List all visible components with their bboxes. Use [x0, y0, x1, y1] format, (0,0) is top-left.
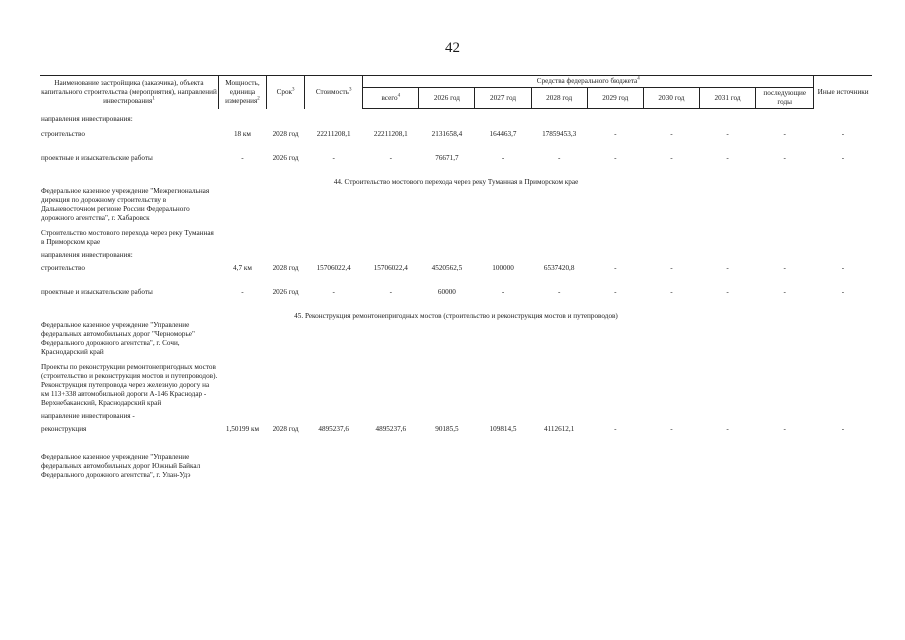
- organization-row: Федеральное казенное учреждение "Управление федеральных автомобильных дорог Южный Байкал Федерального дорожного агентства", г. Улан-Удэ: [41, 453, 201, 479]
- header-other-sources: Иные источники: [814, 76, 872, 109]
- header-2028: 2028 год: [531, 88, 587, 109]
- header-cost: Стоимость$^3$: [305, 76, 363, 109]
- header-following-years: последующие годы: [756, 88, 814, 109]
- organization-row: Федеральное казенное учреждение "Управление федеральных автомобильных дорог "Черноморье" Федерального дорожного агентства", г. Сочи, Краснодарский край: [41, 321, 195, 356]
- header-2029: 2029 год: [587, 88, 643, 109]
- header-federal-budget: Средства федерального бюджета$^4$: [363, 76, 814, 88]
- header-2027: 2027 год: [475, 88, 531, 109]
- budget-table: [40, 75, 872, 480]
- header-term: Срок$^3$: [267, 76, 305, 109]
- section-heading: 44. Строительство мостового перехода через реку Туманная в Приморском крае: [333, 178, 579, 186]
- table-row: проектные и изыскательские работы - 2026 год - - 76671,7 - - - - - - -: [41, 154, 845, 162]
- organization-row: Федеральное казенное учреждение "Межрегиональная дирекция по дорожному строительству в Дальневосточном регионе России Федерального дорожного агентства", г. Хабаровск: [41, 187, 210, 222]
- header-capacity: Мощность, единица измерения$^2$: [218, 76, 266, 109]
- section-heading: 45. Реконструкция ремонтонепригодных мостов (строительство и реконструкция мостов и путепроводов): [294, 312, 618, 320]
- table-row: строительство 18 км 2028 год 22211208,1 22211208,1 2131658,4 164463,7 17859453,3 - - - - -: [41, 130, 845, 138]
- table-row: строительство 4,7 км 2028 год 15706022,4 15706022,4 4520562,5 100000 6537420,8 - - - - -: [41, 264, 845, 272]
- direction-row: направления инвестирования:: [41, 251, 133, 259]
- direction-row: направление инвестирования -: [41, 412, 135, 420]
- header-2031: 2031 год: [699, 88, 755, 109]
- header-total: всего$^4$: [363, 88, 419, 109]
- header-2026: 2026 год: [419, 88, 475, 109]
- table-row: реконструкция 1,50199 км 2028 год 4895237,6 4895237,6 90185,5 109814,5 4112612,1 - - - - -: [41, 425, 845, 433]
- header-2030: 2030 год: [643, 88, 699, 109]
- object-row: Строительство мостового перехода через реку Туманная в Приморском крае: [41, 229, 214, 246]
- page-number: 42: [445, 40, 460, 56]
- table-row: проектные и изыскательские работы - 2026 год - - 60000 - - - - - - -: [41, 288, 845, 296]
- header-name: Наименование застройщика (заказчика), объекта капитального строительства (мероприятия), направлений инвестирования$^1$: [40, 76, 218, 109]
- direction-row: направления инвестирования:: [41, 115, 133, 123]
- object-row: Проекты по реконструкции ремонтонепригодных мостов (строительство и реконструкция мостов и путепроводов). Реконструкция путепровода через железную дорогу на км 113+338 автомобильной дороги А-146 Краснодар - Верхнебаканский, Краснодарский край: [41, 363, 218, 407]
